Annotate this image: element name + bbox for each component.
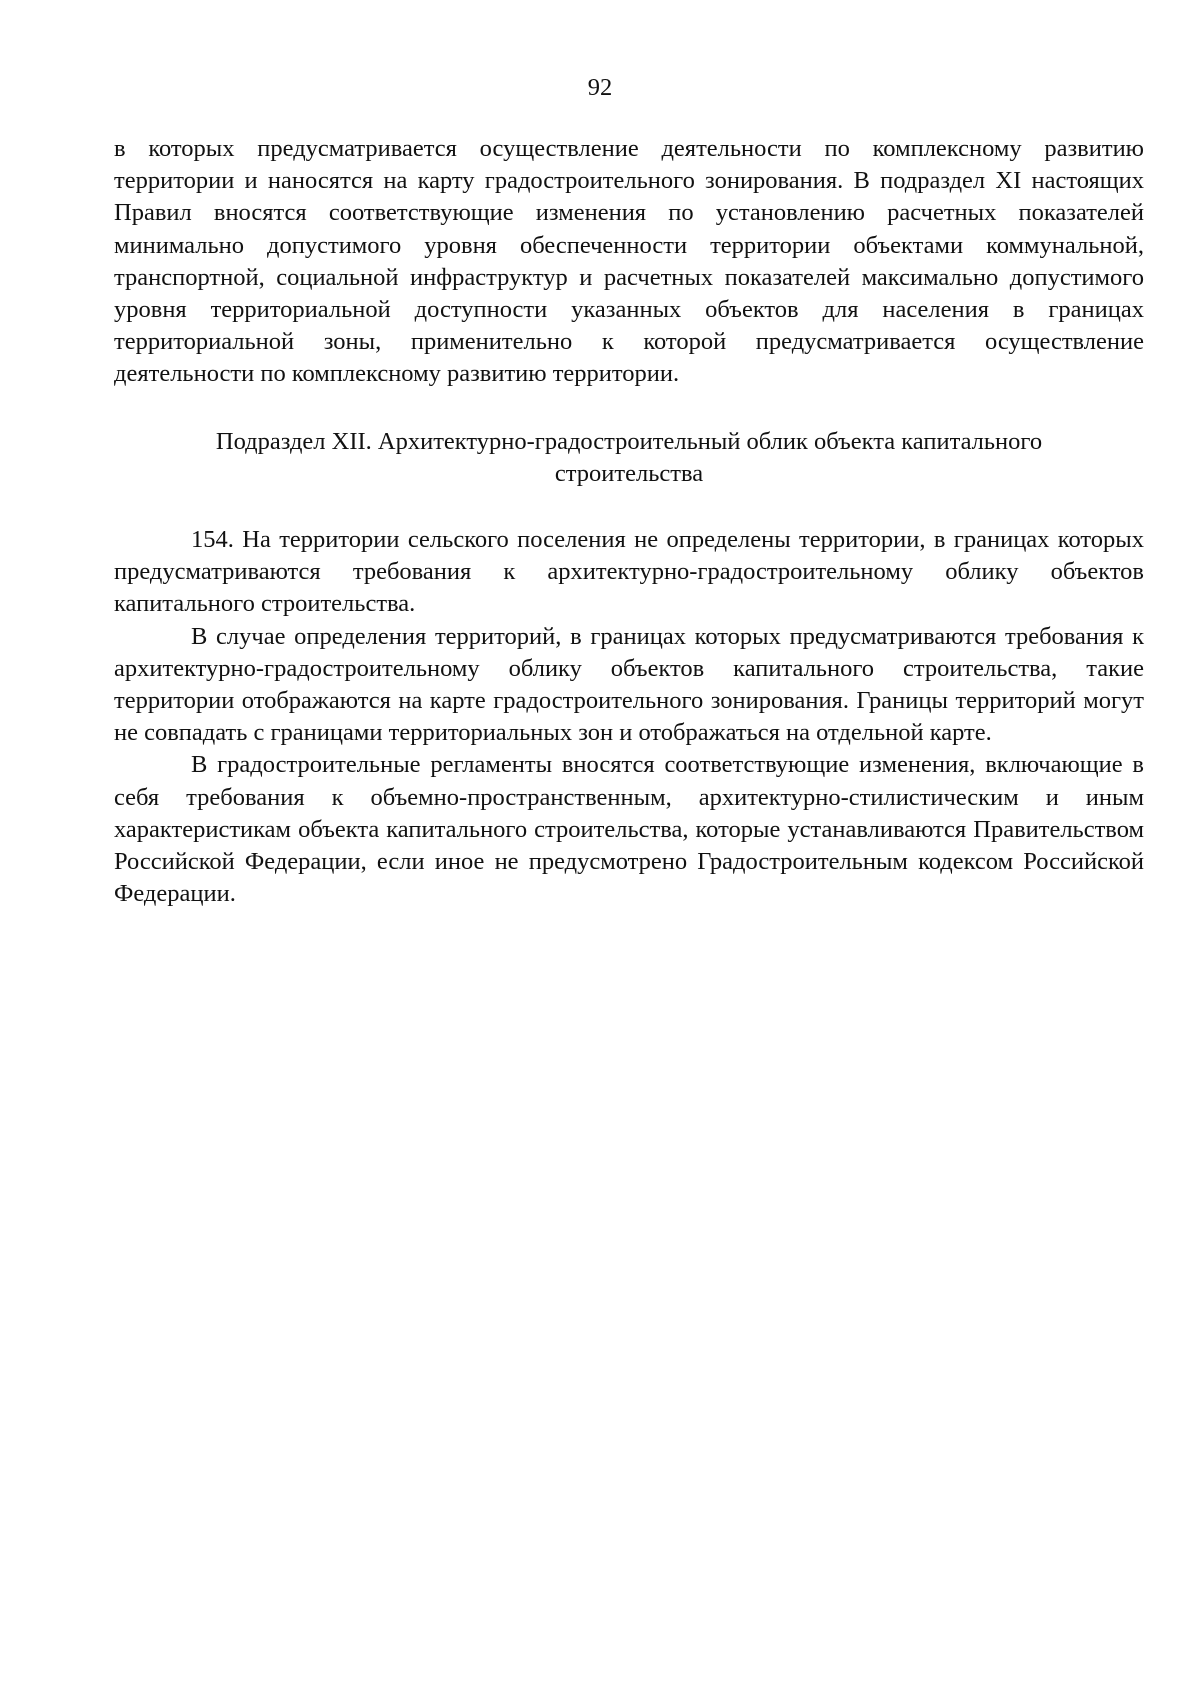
document-body — [114, 133, 1144, 910]
page-number: 92 — [587, 74, 613, 101]
section-heading-line-1: Подраздел XII. Архитектурно-градостроительный облик объекта капитального — [215, 427, 1043, 455]
paragraph-territory-case: В случае определения территорий, в границах которых предусматриваются требования к архитектурно-градостроительному облику объектов капитального строительства, такие территории отображаются на карте градостроительного зонирования. Границы территорий могут не совпадать с границами территориальных зон и отображаться на отдельной карте. — [114, 622, 1144, 747]
paragraph-regulations: В градостроительные регламенты вносятся соответствующие изменения, включающие в себя требования к объемно-пространственным, архитектурно-стилистическим и иным характеристикам объекта капитального строительства, которые устанавливаются Правительством Российской Федерации, если иное не предусмотрено Градостроительным кодексом Российской Федерации. — [114, 751, 1144, 908]
paragraph-continuation: в которых предусматривается осуществление деятельности по комплексному развитию территории и наносятся на карту градостроительного зонирования. В подраздел XI настоящих Правил вносятся соответствующие изменения по установлению расчетных показателей минимально допустимого уровня обеспеченности территории объектами коммунальной, транспортной, социальной инфраструктур и расчетных показателей максимально допустимого уровня территориальной доступности указанных объектов для населения в границах территориальной зоны, применительно к которой предусматривается осуществление деятельности по комплексному развитию территории. — [114, 135, 1144, 388]
section-heading-line-2: строительства — [554, 459, 704, 487]
paragraph-154: 154. На территории сельского поселения не определены территории, в границах которых предусматриваются требования к архитектурно-градостроительному облику объектов капитального строительства. — [114, 526, 1144, 618]
section-heading — [114, 426, 1144, 490]
